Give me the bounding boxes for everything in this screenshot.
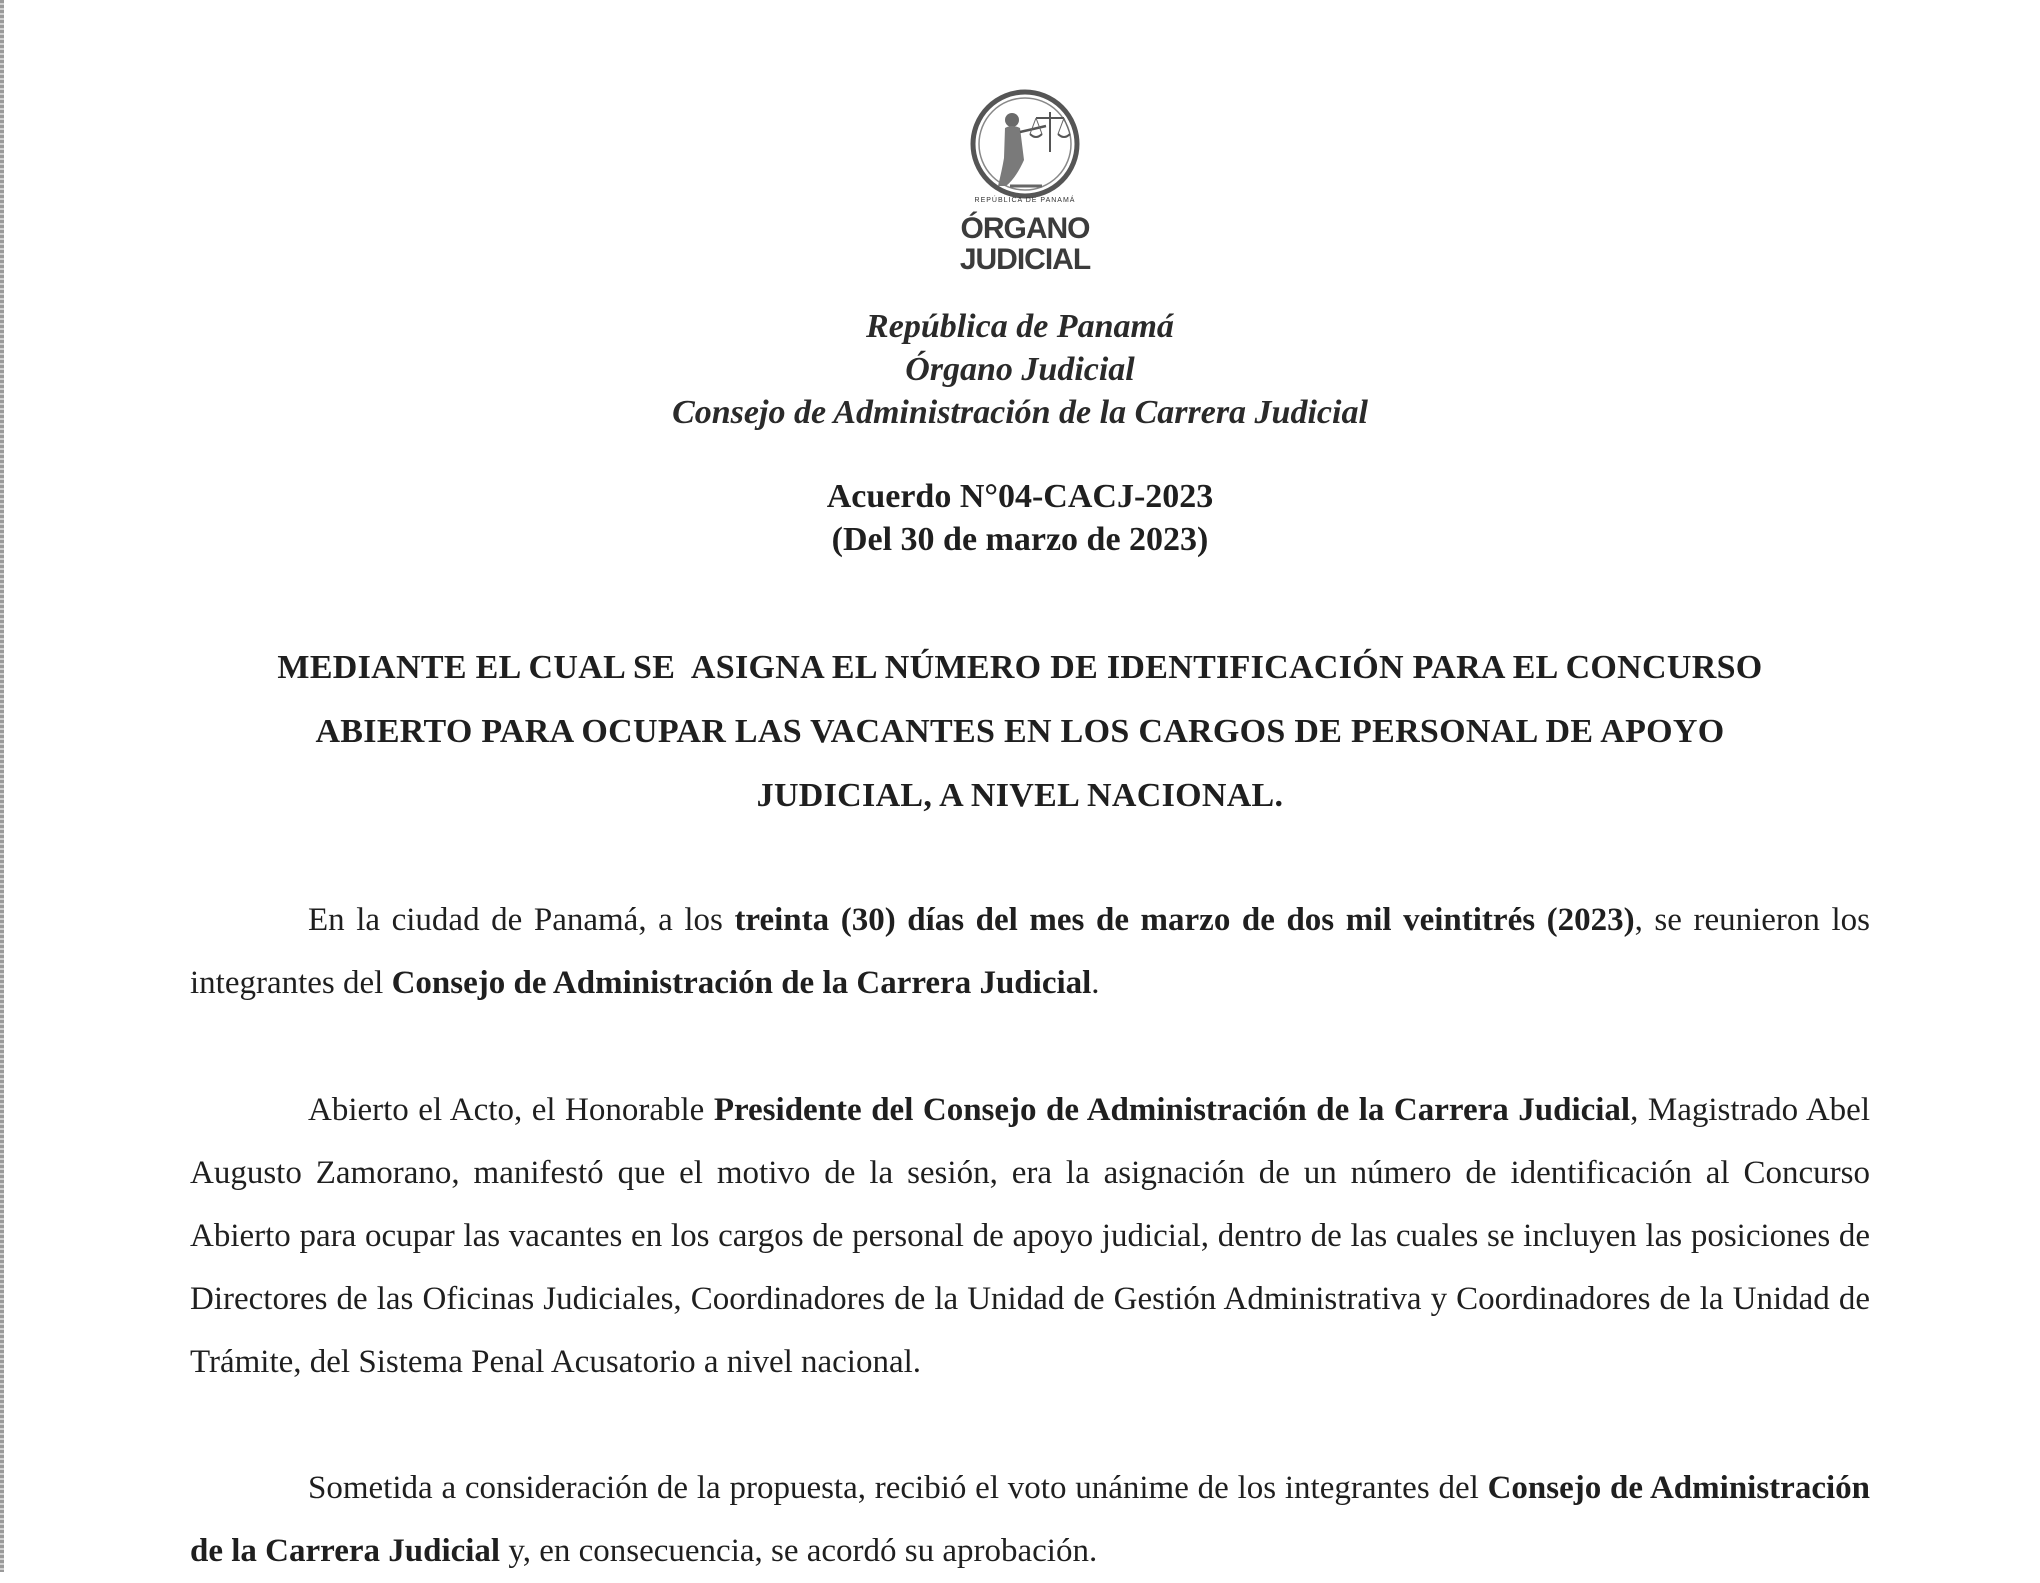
p1-text-2: , se reunieron los integrantes del [190, 902, 1871, 1001]
header-organo: Órgano Judicial [905, 351, 1135, 388]
acuerdo-date: (Del 30 de marzo de 2023) [831, 521, 1209, 558]
title-line-1: MEDIANTE EL CUAL SE ASIGNA EL NÚMERO DE IDENTIFICACIÓN PARA EL CONCURSO [277, 649, 1763, 686]
organo-judicial-logo [950, 82, 1100, 277]
logo-judicial-text: JUDICIAL [959, 243, 1091, 276]
paragraph-2 [190, 1079, 1870, 1394]
organo-judicial-seal-icon [950, 82, 1100, 202]
p1-bold-consejo: Consejo de Administración de la Carrera Judicial [391, 965, 1092, 1001]
title-line-3: JUDICIAL, A NIVEL NACIONAL. [756, 777, 1284, 814]
p3-bold-consejo: Consejo de Administración de la Carrera Judicial [190, 1470, 1870, 1569]
acuerdo-number: Acuerdo N°04-CACJ-2023 [826, 478, 1214, 515]
p2-text-1: Abierto el Acto, el Honorable [308, 1092, 714, 1128]
logo-republica-text: REPÚBLICA DE PANAMÁ [974, 197, 1076, 204]
p1-text-1: En la ciudad de Panamá, a los [308, 902, 735, 938]
p3-text-1: Sometida a consideración de la propuesta, recibió el voto unánime de los integrantes del [308, 1470, 1488, 1506]
title-line-2: ABIERTO PARA OCUPAR LAS VACANTES EN LOS CARGOS DE PERSONAL DE APOYO [315, 713, 1725, 750]
header-consejo: Consejo de Administración de la Carrera Judicial [672, 394, 1368, 431]
p2-bold-presidente: Presidente del Consejo de Administración de la Carrera Judicial [713, 1092, 1631, 1128]
scan-left-edge [0, 0, 4, 1572]
p1-text-3: . [1091, 965, 1100, 1001]
document-title [225, 636, 1815, 828]
p3-text-2: y, en consecuencia, se acordó su aprobación. [500, 1533, 1098, 1569]
p2-text-2: , Magistrado Abel Augusto Zamorano, manifestó que el motivo de la sesión, era la asignación de un número de identificación al Concurso Abierto para ocupar las vacantes en los cargos de personal de apoyo judicial, dentro de las cuales se incluyen las posiciones de Directores de las Oficinas Judiciales, Coordinadores de la Unidad de Gestión Administrativa y Coordinadores de la Unidad de Trámite, del Sistema Penal Acusatorio a nivel nacional. [190, 1092, 1871, 1380]
header-republica: República de Panamá [866, 308, 1174, 345]
logo-organo-text: ÓRGANO [960, 212, 1090, 245]
p1-bold-date: treinta (30) días del mes de marzo de dos mil veintitrés (2023) [734, 902, 1635, 938]
acuerdo-block [0, 475, 2040, 561]
paragraph-3 [190, 1457, 1870, 1583]
paragraph-1 [190, 889, 1870, 1015]
document-header [0, 305, 2040, 434]
